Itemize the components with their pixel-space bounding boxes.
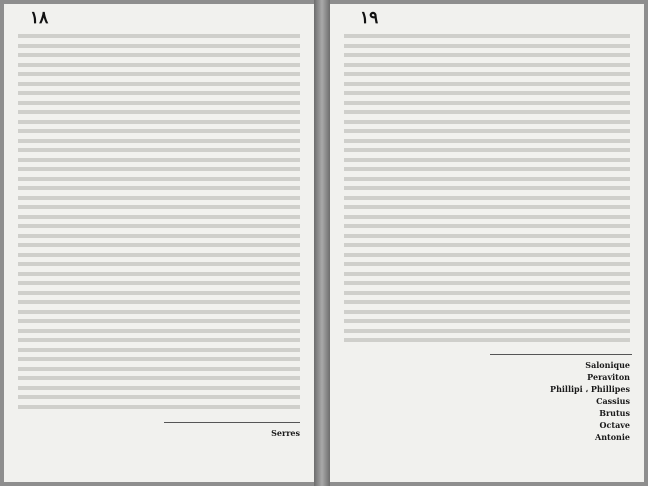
book-gutter bbox=[314, 0, 330, 486]
footnote-term: Phillipi ، Phillipes bbox=[550, 384, 630, 394]
footnote-term: Octave bbox=[599, 420, 630, 430]
left-footnotes bbox=[18, 428, 300, 440]
right-footnote bbox=[344, 420, 630, 430]
right-page bbox=[330, 4, 644, 482]
right-page-body bbox=[344, 34, 630, 342]
right-footnote bbox=[344, 384, 630, 394]
footnote-term: Salonique bbox=[585, 360, 630, 370]
right-footnote bbox=[344, 372, 630, 382]
right-footnote bbox=[344, 360, 630, 370]
left-footnote bbox=[18, 428, 300, 438]
left-page-body bbox=[18, 34, 300, 409]
right-footnote bbox=[344, 432, 630, 442]
left-footnote-separator bbox=[164, 422, 300, 423]
footnote-term: Peraviton bbox=[587, 372, 630, 382]
right-page-number: ١٩ bbox=[360, 8, 379, 28]
right-footnote bbox=[344, 396, 630, 406]
right-footnote bbox=[344, 408, 630, 418]
footnote-term: Brutus bbox=[599, 408, 630, 418]
right-footnotes bbox=[344, 360, 630, 444]
footnote-term: Serres bbox=[271, 428, 300, 438]
right-footnote-separator bbox=[490, 354, 632, 355]
footnote-term: Cassius bbox=[596, 396, 630, 406]
footnote-term: Antonie bbox=[595, 432, 630, 442]
left-page bbox=[4, 4, 314, 482]
left-page-number: ١٨ bbox=[30, 8, 49, 28]
